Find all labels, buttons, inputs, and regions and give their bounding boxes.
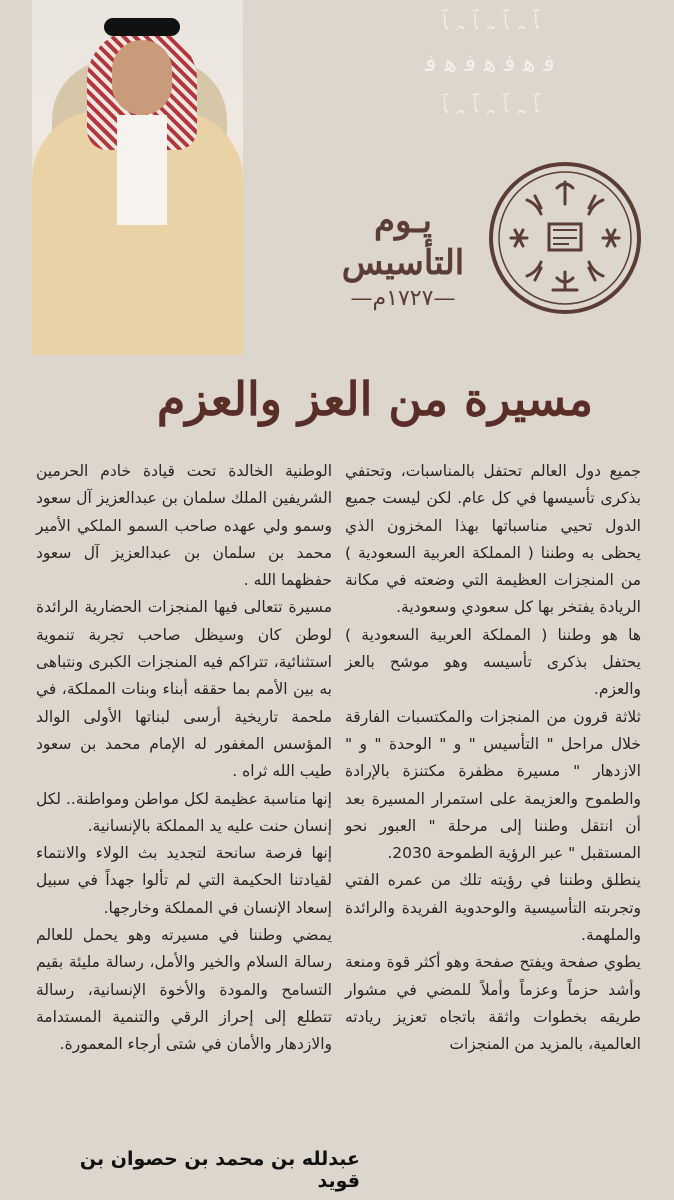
founding-day-seal-icon [487,160,643,316]
logo-title-line2: التأسيس [341,243,465,283]
article-headline: مسيرة من العز والعزم [156,372,594,426]
logo-year: —١٧٢٧م— [350,286,456,311]
paragraph: إنها مناسبة عظيمة لكل مواطن ومواطنة.. لكل إنسان حنت عليه يد المملكة بالإنسانية. [36,789,332,835]
author-name: عبدلله بن محمد بن حصوان بن قويد [79,1148,360,1192]
paragraph: إنها فرصة سانحة لتجديد بث الولاء والانتماء لقيادتنا الحكيمة التي لم تألوا جهداً في سبيل إسعاد الإنسان في المملكة وخارجها. [36,844,332,917]
article-column-right [345,458,641,1059]
photo-thobe [117,115,167,225]
paragraph: مسيرة تتعالى فيها المنجزات الحضارية الرائدة لوطن كان وسيظل صاحب تجربة تنموية استثنائية، تتراكم فيه المنجزات الكبرى ونتباهى به بين الأمم بما حققه أبناء وبنات المملكة، في ملحمة تاريخية أرسى لبناتها الأولى الوالد المؤسس المغفور له الإمام محمد بن سعود طيب الله ثراه . [36,598,332,781]
paragraph: ثلاثة قرون من المنجزات والمكتسبات الفارقة خلال مراحل " التأسيس " و " الوحدة " و " الازدهار " مسيرة مظفرة مكتنزة بالإرادة والطموح والعزيمة على استمرار المسيرة بعد أن انتقل وطننا إلى مرحلة " العبور نحو المستقبل " عبر الرؤية الطموحة 2030. [345,707,641,863]
paragraph: الوطنية الخالدة تحت قيادة خادم الحرمين الشريفين الملك سلمان بن عبدالعزيز آل سعود وسمو ولي عهده صاحب السمو الملكي الأمير محمد بن سلمان بن عبدالعزيز آل سعود حفظهما الله . [35,462,332,590]
pattern-row: ﻓ ﮬ ﻓ ﮬ ﻓ ﮬ ﻓ [425,49,555,77]
paragraph: ها هو وطننا ( المملكة العربية السعودية ) يحتفل بذكرى تأسيسه وهو موشح بالعز والعزم. [345,625,641,699]
decorative-pattern [335,0,645,130]
paragraph: يمضي وطننا في مسيرته وهو يحمل للعالم رسالة السلام والخير والأمل، رسالة مليئة بقيم التسامح والمودة والأخوة الإنسانية، رسالة تتطلع إلى إحراز الرقي والتنمية المستدامة والازدهار والأمان في شتى أرجاء المعمورة. [36,926,332,1054]
author-photo [32,0,243,355]
paragraph: يطوي صفحة ويفتح صفحة وهو أكثر قوة ومنعة وأشد حزماً وعزماً وأملاً للمضي في مشوار طريقه بخطوات واثقة باتجاه تعزيز ريادته العالمية، بالمزيد من المنجزات [345,953,641,1054]
paragraph: ينطلق وطننا في رؤيته تلك من عمره الفتي وتجربته التأسيسية والوحدوية الفريدة والرائدة والملهمة. [345,871,641,945]
logo-title-line1: يـوم [373,201,433,241]
photo-agal [104,18,180,36]
pattern-row: ﭑ ﮧ ﭑ ﮧ ﭑ ﮧ ﭑ [441,7,539,35]
pattern-row: ﭑ ﮧ ﭑ ﮧ ﭑ ﮧ ﭑ [441,91,539,119]
photo-face [112,40,172,115]
paragraph: جميع دول العالم تحتفل بالمناسبات، وتحتفي بذكرى تأسيسها في كل عام. لكن ليست جميع الدول تحيي مناسباتها بهذا المخزون الذي يحظى به وطننا ( المملكة العربية السعودية ) من المنجزات العظيمة التي وضعته في مكانة الريادة يفتخر بها كل سعودي وسعودية. [345,462,641,617]
founding-day-logo [332,200,474,314]
article-column-left [36,458,332,1059]
